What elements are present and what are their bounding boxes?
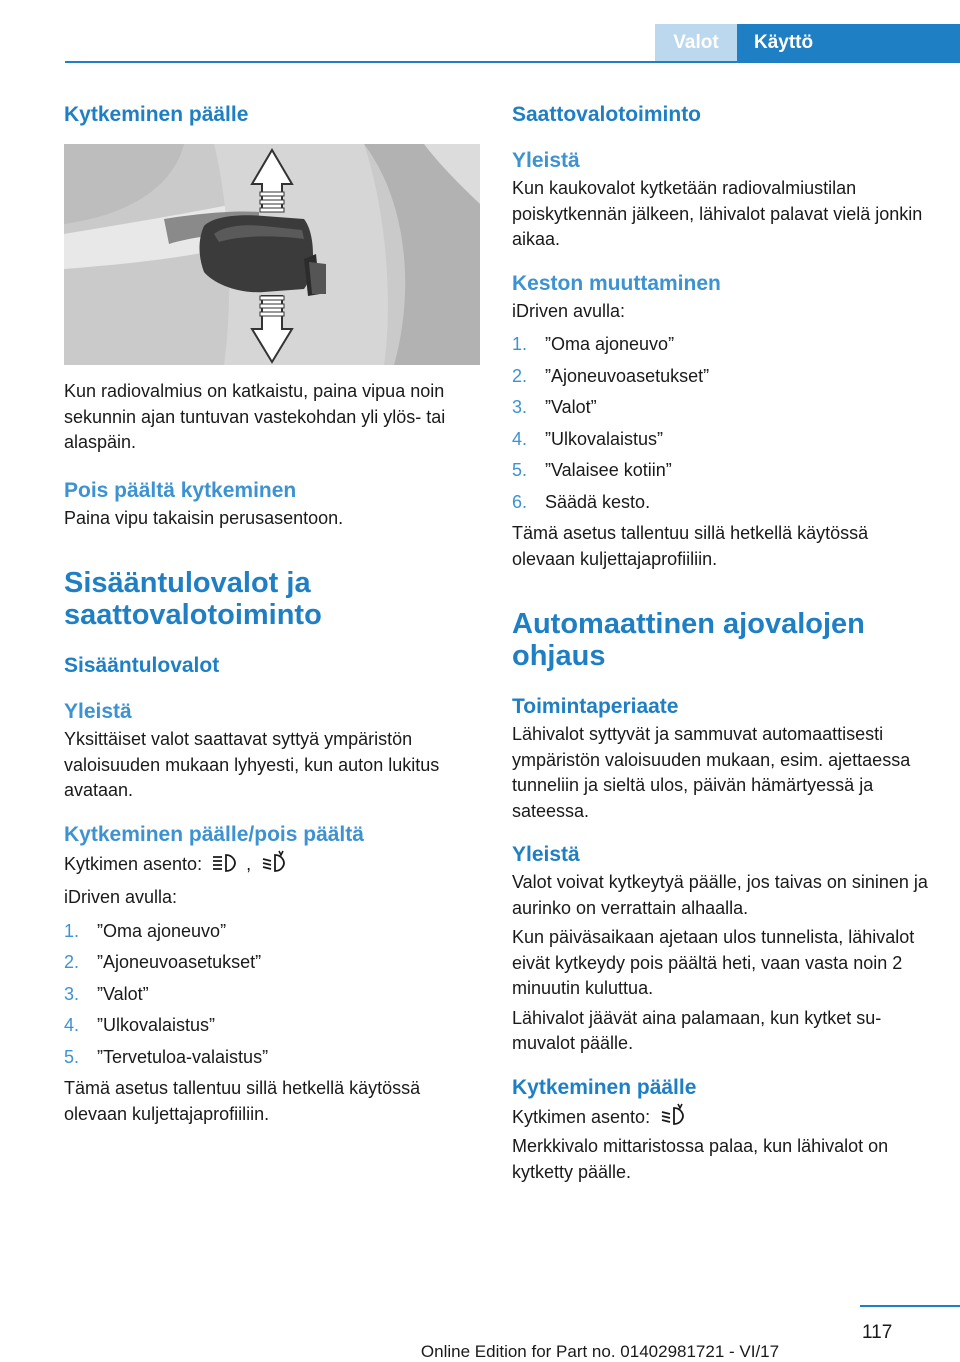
list-item — [512, 332, 930, 358]
header-rule — [65, 61, 960, 63]
list-item — [64, 919, 482, 945]
step-text: ”Ajoneuvoasetukset” — [97, 952, 262, 972]
heading-on-off: Kytkeminen päälle/pois päältä — [64, 822, 364, 846]
header-section-tab: Valot — [655, 24, 737, 61]
light-lever-figure — [64, 144, 480, 365]
step-text: ”Ulkovalaistus” — [545, 428, 664, 449]
step-text: ”Oma ajoneuvo” — [545, 334, 675, 354]
heading-follow-me-home: Saattovalotoiminto — [512, 103, 702, 126]
switch-position-line — [64, 850, 482, 878]
heading-switch-off: Pois päältä kytkeminen — [64, 478, 297, 502]
list-item — [64, 1045, 482, 1071]
step-text: ”Oma ajoneuvo” — [97, 920, 227, 941]
auto-light-icon — [659, 1103, 685, 1127]
step-number: 4. — [64, 1015, 80, 1035]
step-text: ”Tervetuloa-valaistus” — [97, 1046, 269, 1067]
step-number: 5. — [64, 1046, 80, 1067]
step-number: 2. — [64, 952, 80, 972]
heading-general: Yleistä — [64, 700, 132, 723]
heading-general: Yleistä — [512, 149, 580, 172]
step-text: ”Valot” — [97, 983, 149, 1004]
right-column — [512, 100, 930, 1185]
step-text: Säädä kesto. — [545, 491, 651, 512]
switch-position-line — [512, 1103, 930, 1131]
section-title-entry-lights: Sisääntulovalot ja saattovalotoiminto — [64, 567, 322, 631]
idrive-label: iDriven avulla: — [64, 887, 178, 907]
step-text: ”Valot” — [545, 397, 597, 417]
switch-off-text: Paina vipu takaisin perusasentoon. — [64, 507, 344, 528]
follow-general-text: Kun kaukovalot kytketään radiovalmiustilan poiskytkennän jälkeen, lähivalot palavat vielä jonkin aikaa. — [512, 178, 923, 249]
entry-general-text: Yksittäiset valot saattavat syttyä ympäristön valoisuuden mukaan lyhyesti, kun auton lukitus avataan. — [64, 729, 440, 800]
light-lever-illustration — [64, 144, 480, 365]
edition-note: Online Edition for Part no. 01402981721 - VI/17 — [420, 1342, 780, 1361]
step-number: 5. — [512, 460, 528, 480]
list-item — [512, 458, 930, 484]
list-item — [64, 1013, 482, 1039]
list-item — [512, 395, 930, 421]
step-number: 3. — [64, 983, 80, 1004]
list-item — [64, 950, 482, 976]
step-text: ”Ajoneuvoasetukset” — [545, 365, 710, 386]
section-title-auto-headlights: Automaattinen ajovalojen ohjaus — [512, 608, 865, 672]
auto-general-text-c: Lähivalot jäävät aina palamaan, kun kytket sumuvalot päälle. — [512, 1007, 882, 1053]
saved-profile-text: Tämä asetus tallentuu sillä hetkellä käytössä olevaan kuljettajaprofiiliin. — [512, 523, 869, 569]
auto-general-text-a: Valot voivat kytkeytyä päälle, jos taivas on sininen ja aurinko on verrattain alhaalla. — [512, 872, 928, 918]
list-item — [512, 427, 930, 453]
switch-separator: , — [246, 853, 252, 874]
lever-instruction: Kun radiovalmius on katkaistu, paina vipua noin sekunnin ajan tuntuvan vastekohdan yli ylös- tai alaspäin. — [64, 381, 446, 452]
follow-steps-list — [512, 332, 930, 515]
step-number: 3. — [512, 397, 528, 417]
step-text: ”Valaisee kotiin” — [545, 460, 672, 480]
header-chapter-tab: Käyttö — [737, 24, 960, 61]
switch-position-label: Kytkimen asento: — [512, 1106, 651, 1127]
heading-switch-on-auto: Kytkeminen päälle — [512, 1075, 697, 1099]
auto-light-icon — [260, 850, 286, 874]
parking-light-icon — [211, 852, 237, 874]
step-number: 6. — [512, 491, 528, 512]
step-number: 1. — [64, 920, 80, 941]
step-number: 1. — [512, 334, 528, 354]
list-item — [512, 490, 930, 516]
left-column — [64, 100, 482, 1127]
step-number: 4. — [512, 428, 528, 449]
list-item — [512, 364, 930, 390]
idrive-label: iDriven avulla: — [512, 300, 626, 321]
footer-rule — [860, 1305, 960, 1307]
page-number: 117 — [862, 1322, 893, 1343]
saved-profile-text: Tämä asetus tallentuu sillä hetkellä käytössä olevaan kuljettajaprofiiliin. — [64, 1078, 421, 1124]
principle-text: Lähivalot syttyvät ja sammuvat automaattisesti ympäristön valoisuuden mukaan, esim. ajettaessa tunneliin ja sieltä ulos, päivän hämärtyessä ja sateessa. — [512, 724, 911, 821]
step-number: 2. — [512, 365, 528, 386]
entry-steps-list — [64, 919, 482, 1071]
heading-switch-on: Kytkeminen päälle — [64, 103, 249, 126]
step-text: ”Ulkovalaistus” — [97, 1015, 216, 1035]
switch-position-label: Kytkimen asento: — [64, 853, 203, 874]
auto-general-text-b: Kun päiväsaikaan ajetaan ulos tunnelista, lähivalot eivät kytkeydy pois päältä heti, vaan vasta noin 2 minuutin kuluttua. — [512, 927, 915, 998]
heading-general-auto: Yleistä — [512, 843, 580, 866]
heading-principle: Toimintaperiaate — [512, 695, 679, 718]
heading-duration: Keston muuttaminen — [512, 271, 721, 295]
list-item — [64, 982, 482, 1008]
heading-entry-lights: Sisääntulovalot — [64, 654, 220, 677]
indicator-text: Merkkivalo mittaristossa palaa, kun lähivalot on kytketty päälle. — [512, 1136, 889, 1182]
